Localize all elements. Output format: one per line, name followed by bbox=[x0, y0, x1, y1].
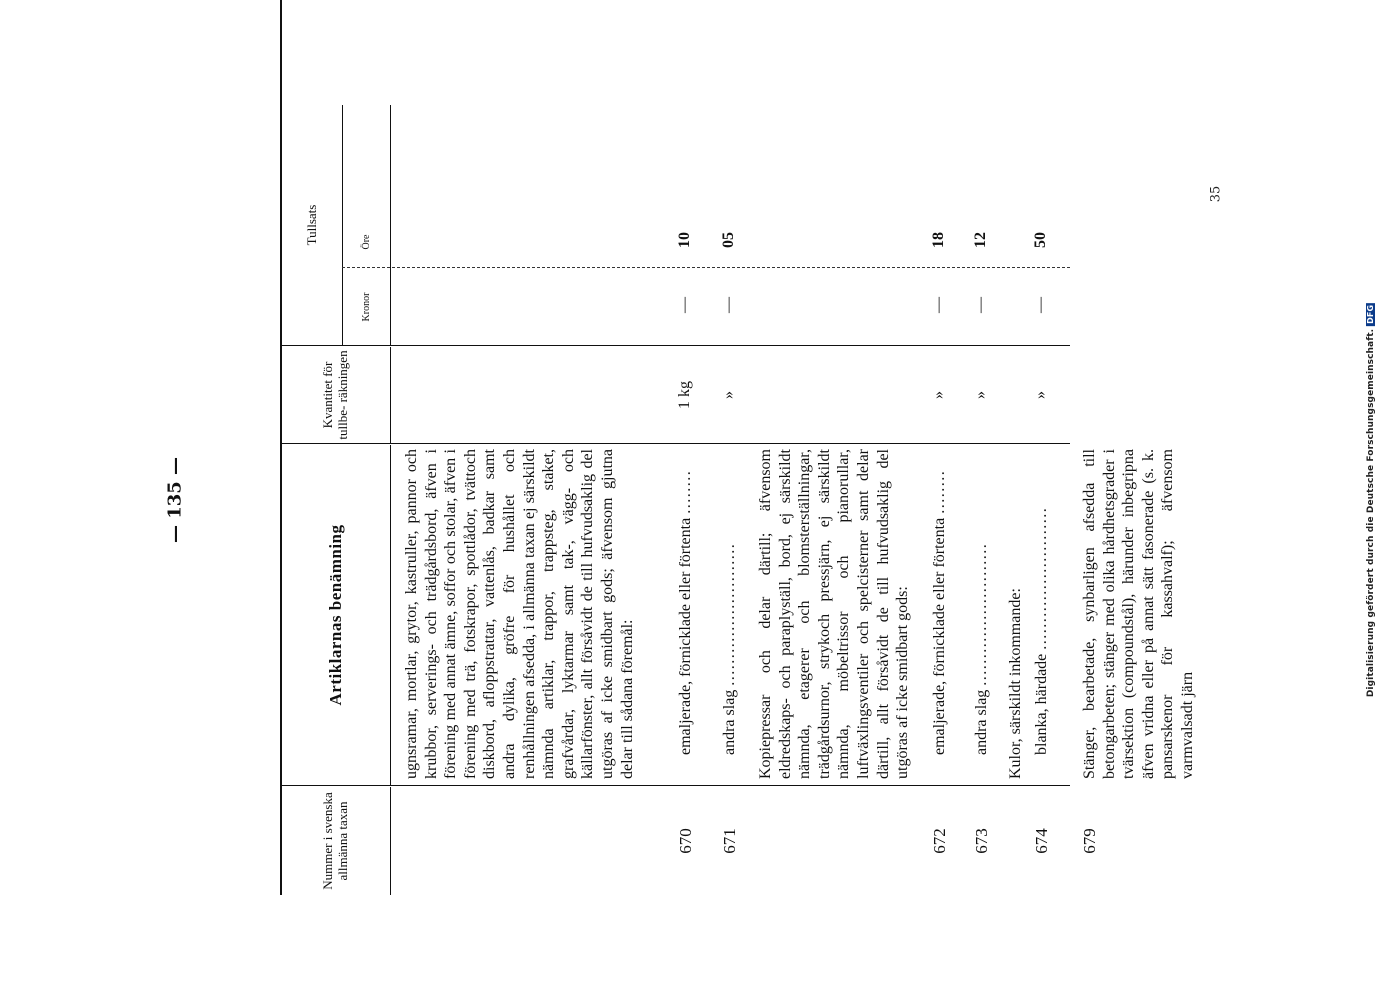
row-desc: emaljerade, förnicklade eller förtenta bbox=[677, 517, 694, 755]
row-quantity: 1 kg bbox=[676, 381, 693, 409]
row-kronor: — bbox=[972, 297, 989, 313]
row-number: 673 bbox=[972, 828, 991, 854]
header-tullsats-label bbox=[280, 105, 343, 345]
page-number bbox=[150, 450, 200, 550]
leader-dots: ........ bbox=[931, 469, 948, 514]
header-tullsats bbox=[280, 105, 391, 345]
row-ore: 12 bbox=[972, 232, 989, 248]
table-row bbox=[756, 449, 913, 779]
row-number: 671 bbox=[720, 828, 739, 854]
row-number: 679 bbox=[1080, 828, 1099, 854]
table-row bbox=[972, 425, 992, 779]
col-rule-3 bbox=[280, 345, 1070, 346]
row-desc: andra slag bbox=[973, 689, 990, 755]
header-kronor bbox=[342, 269, 390, 345]
dfg-logo: DFG bbox=[1366, 304, 1375, 324]
table-row bbox=[720, 425, 740, 779]
table-row bbox=[1032, 425, 1052, 779]
col-rule-4 bbox=[342, 267, 1070, 268]
row-number: 670 bbox=[676, 828, 695, 854]
row-kronor: — bbox=[676, 297, 693, 313]
page-number-text: — 135 — bbox=[164, 456, 186, 544]
credit-text: Digitalisierung gefördert durch die Deutsche Forschungsgemeinschaft. bbox=[1366, 328, 1376, 698]
header-artikel bbox=[280, 445, 391, 785]
table-row bbox=[1006, 449, 1026, 779]
col-rule-1 bbox=[280, 785, 1070, 786]
table-row bbox=[402, 449, 637, 779]
table-row bbox=[930, 425, 950, 779]
table-row bbox=[1080, 449, 1198, 779]
row-kronor: — bbox=[1032, 297, 1049, 313]
credit-text-wrap bbox=[1366, 303, 1376, 697]
row-ore: 05 bbox=[720, 232, 737, 248]
header-kvantitet-text: Kvantitet för tullbe- räkningen bbox=[320, 350, 350, 440]
col-rule-2 bbox=[280, 443, 1070, 444]
row-desc: emaljerade, förnicklade eller förtenta bbox=[931, 517, 948, 755]
header-nummer-text: Nummer i svenska allmänna taxan bbox=[320, 792, 350, 890]
row-ore: 50 bbox=[1032, 232, 1049, 248]
row-quantity: » bbox=[972, 391, 989, 399]
header-tullsats-text: Tullsats bbox=[303, 204, 319, 246]
row-number: 674 bbox=[1032, 828, 1051, 854]
row-ore: 18 bbox=[930, 232, 947, 248]
row-desc: Kopiepressar och delar därtill; äfvensom eldredskaps- och paraplyställ, bord, ej särskildt nämnda, etagerer och blomsterställningar, trädgårdsurnor, strykoch pressjärn, ej särskildt nämnda, möbeltrissor och pianorullar, luftväxlingsventiler och spelcisterner samt delar därtill, allt försåvidt de till hufvudsaklig del utgöras af icke smidbart gods: bbox=[757, 449, 912, 779]
row-quantity: » bbox=[930, 391, 947, 399]
leader-dots: .......................... bbox=[1033, 506, 1050, 650]
row-desc: ugnsramar, mortlar, grytor, kastruller, pannor och krubbor, serverings- och trädgårdsbord, äfven i förening med annat ämne, soffor och stolar, äfven i förening med trä, fotskrapor, spottlådor, tvättoch diskbord, afloppstrattar, vattenlås, badkar samt andra dylika, gröfre för hushållet och renhållningen afsedda, i allmänna taxan ej särskildt nämnda artiklar, trappor, trappsteg, staket, grafvårdar, lyktarmar samt tak-, vägg- och källarfönster, allt försåvidt de till hufvudsaklig del utgöras af icke smidbart gods; äfvensom gjutna delar till sådana föremål: bbox=[403, 449, 636, 779]
header-kvantitet bbox=[280, 347, 391, 443]
header-artikel-text: Artiklarnas benämning bbox=[325, 524, 345, 706]
row-kronor: — bbox=[930, 297, 947, 313]
row-quantity: » bbox=[1032, 391, 1049, 399]
header-kronor-text: Kronor bbox=[360, 292, 372, 322]
row-ore: 10 bbox=[676, 232, 693, 248]
leader-dots: ........ bbox=[677, 469, 694, 514]
header-ore-text: Öre bbox=[360, 234, 372, 250]
row-quantity: » bbox=[720, 391, 737, 399]
tariff-table bbox=[280, 105, 1196, 895]
row-number: 672 bbox=[930, 828, 949, 854]
header-nummer bbox=[280, 787, 391, 895]
footer-number-text: 35 bbox=[1208, 185, 1224, 203]
footer-number bbox=[1205, 182, 1227, 206]
row-desc: Stänger, bearbetade, synbarligen afsedda till betongarbeten; stänger med olika hårdhetsgrader i tvärsektion (compoundstål), härunder inbegripna äfven vridna eller på annat sätt fasonerade (s. k. pansarskenor för kassahvalf); äfvensom varmvalsadt järn bbox=[1081, 449, 1196, 779]
table-row bbox=[676, 425, 696, 779]
digitization-credit bbox=[1360, 5, 1382, 995]
row-desc: Kulor, särskildt inkommande: bbox=[1007, 588, 1024, 779]
row-desc: blanka, härdade bbox=[1033, 653, 1050, 755]
row-kronor: — bbox=[720, 297, 737, 313]
row-desc: andra slag bbox=[721, 689, 738, 755]
leader-dots: .......................... bbox=[721, 542, 738, 686]
leader-dots: .......................... bbox=[973, 542, 990, 686]
header-ore bbox=[342, 217, 390, 267]
